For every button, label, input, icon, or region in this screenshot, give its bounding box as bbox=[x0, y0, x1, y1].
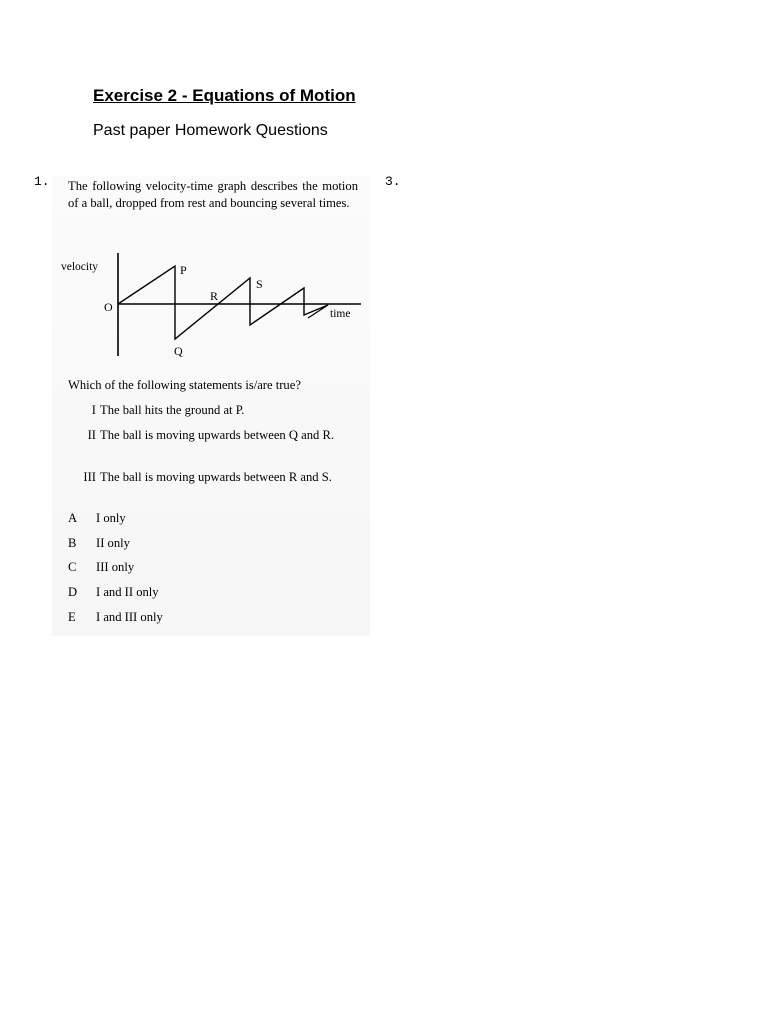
option-a-letter: A bbox=[68, 511, 78, 525]
graph-velocity-trace bbox=[118, 266, 328, 339]
option-e[interactable] bbox=[68, 610, 163, 625]
graph-point-label-r: R bbox=[210, 289, 219, 303]
option-d[interactable] bbox=[68, 585, 159, 600]
option-b-text: II only bbox=[96, 536, 130, 550]
statement-ii-text: The ball is moving upwards between Q and R. bbox=[100, 428, 334, 442]
option-e-letter: E bbox=[68, 610, 76, 624]
question-1-prompt: Which of the following statements is/are true? bbox=[68, 378, 301, 392]
option-a-text: I only bbox=[96, 511, 126, 525]
option-d-text: I and II only bbox=[96, 585, 159, 599]
document-subtitle: Past paper Homework Questions bbox=[93, 122, 328, 139]
option-e-text: I and III only bbox=[96, 610, 163, 624]
graph-x-label: time bbox=[330, 308, 351, 320]
velocity-time-graph bbox=[56, 248, 368, 368]
graph-point-label-s: S bbox=[256, 277, 263, 291]
option-b[interactable] bbox=[68, 536, 130, 551]
question-1-number: 1. bbox=[34, 174, 50, 189]
graph-point-label-p: P bbox=[180, 263, 187, 277]
option-c-letter: C bbox=[68, 560, 77, 574]
option-c-text: III only bbox=[96, 560, 135, 574]
statement-iii bbox=[68, 469, 358, 486]
question-1-intro: The following velocity-time graph describes the motion of a ball, dropped from rest and bouncing several times. bbox=[68, 179, 358, 210]
document-title: Exercise 2 - Equations of Motion bbox=[93, 86, 356, 105]
statement-ii-numeral: II bbox=[87, 428, 96, 442]
option-d-letter: D bbox=[68, 585, 78, 599]
option-a[interactable] bbox=[68, 511, 126, 526]
statement-i bbox=[68, 402, 358, 419]
statement-iii-numeral: III bbox=[83, 470, 96, 484]
option-c[interactable] bbox=[68, 560, 134, 575]
graph-y-label: velocity bbox=[61, 261, 99, 273]
statement-iii-text: The ball is moving upwards between R and S. bbox=[100, 470, 332, 484]
graph-point-label-q: Q bbox=[174, 344, 183, 358]
statement-i-text: The ball hits the ground at P. bbox=[100, 403, 245, 417]
question-3-number: 3. bbox=[385, 174, 401, 189]
option-b-letter: B bbox=[68, 536, 77, 550]
graph-origin-label: O bbox=[104, 300, 113, 314]
statement-i-numeral: I bbox=[91, 403, 96, 417]
statement-ii bbox=[68, 427, 358, 444]
